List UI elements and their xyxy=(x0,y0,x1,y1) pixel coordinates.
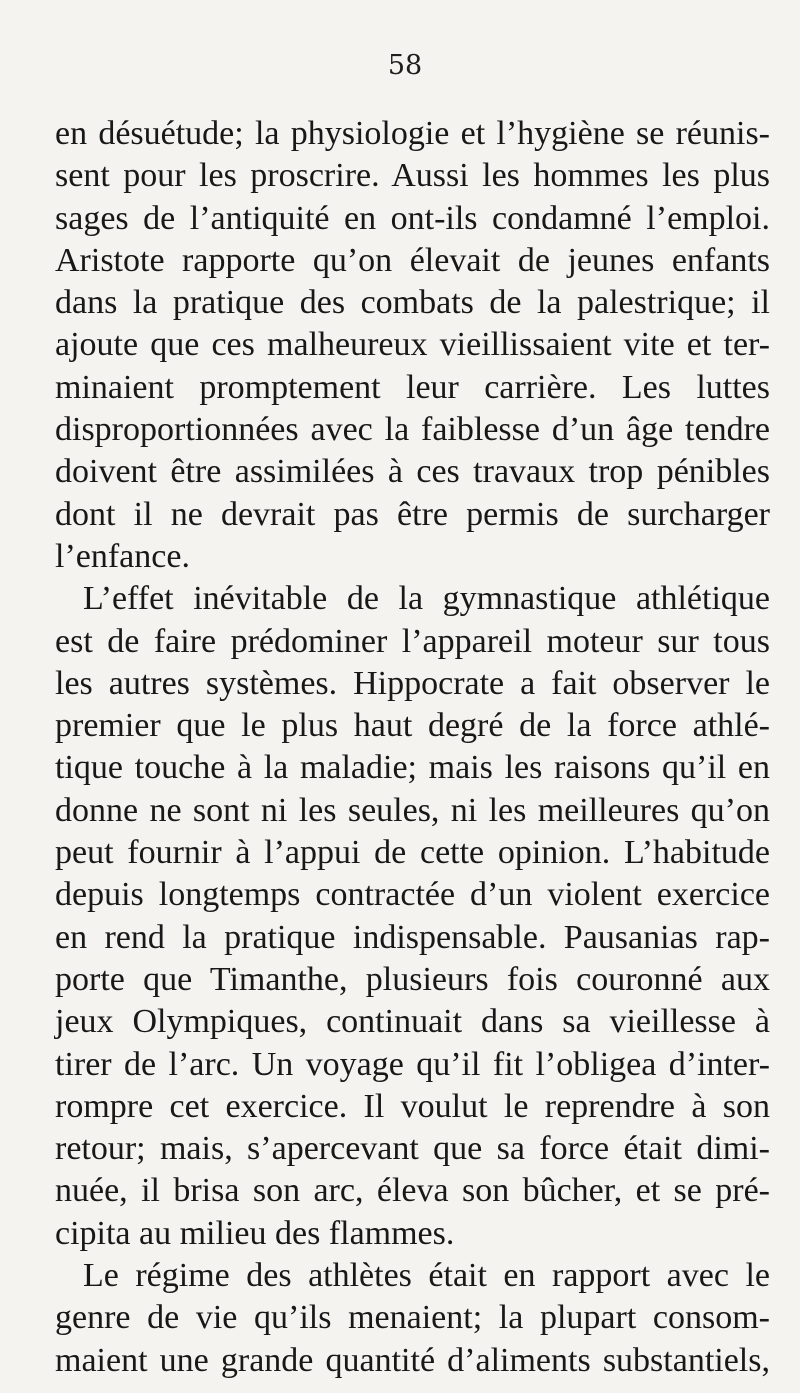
text-line-10: dont il ne devrait pas être permis de surcharger xyxy=(55,495,770,533)
text-line-30: maient une grande quantité d’aliments substantiels, xyxy=(55,1341,770,1379)
text-line-18: peut fournir à l’appui de cette opinion. L’habitude xyxy=(55,834,770,872)
page-number: 58 xyxy=(387,50,423,81)
text-line-27: cipita au milieu des flammes. xyxy=(55,1214,455,1252)
text-line-24: rompre cet exercice. Il voulut le reprendre à son xyxy=(55,1087,770,1125)
text-line-17: donne ne sont ni les seules, ni les meilleures qu’on xyxy=(55,791,770,829)
text-line-16: tique touche à la maladie; mais les raisons qu’il en xyxy=(55,749,770,787)
text-line-8: disproportionnées avec la faiblesse d’un âge tendre xyxy=(55,411,770,449)
text-line-19: depuis longtemps contractée d’un violent exercice xyxy=(55,876,770,914)
text-line-11: l’enfance. xyxy=(55,537,190,575)
text-line-5: dans la pratique des combats de la palestrique; il xyxy=(55,284,770,322)
text-line-7: minaient promptement leur carrière. Les luttes xyxy=(55,368,770,406)
text-line-12: L’effet inévitable de la gymnastique athlétique xyxy=(83,580,770,618)
text-line-29: genre de vie qu’ils menaient; la plupart consom- xyxy=(55,1299,770,1337)
text-line-28: Le régime des athlètes était en rapport avec le xyxy=(83,1257,770,1295)
body-text xyxy=(55,113,770,1382)
text-line-4: Aristote rapporte qu’on élevait de jeunes enfants xyxy=(55,241,770,279)
text-line-22: jeux Olympiques, continuait dans sa vieillesse à xyxy=(55,1003,770,1041)
text-line-13: est de faire prédominer l’appareil moteur sur tous xyxy=(55,622,770,660)
text-line-20: en rend la pratique indispensable. Pausanias rap- xyxy=(55,918,770,956)
text-line-14: les autres systèmes. Hippocrate a fait observer le xyxy=(55,664,770,702)
text-line-21: porte que Timanthe, plusieurs fois couronné aux xyxy=(55,960,770,998)
text-line-1: en désuétude; la physiologie et l’hygiène se réunis- xyxy=(55,115,770,152)
text-line-23: tirer de l’arc. Un voyage qu’il fit l’obligea d’inter- xyxy=(55,1045,770,1083)
text-line-26: nuée, il brisa son arc, éleva son bûcher, et se pré- xyxy=(55,1172,770,1210)
text-line-25: retour; mais, s’apercevant que sa force était dimi- xyxy=(55,1130,770,1168)
text-line-6: ajoute que ces malheureux vieillissaient vite et ter- xyxy=(55,326,770,364)
text-line-3: sages de l’antiquité en ont-ils condamné l’emploi. xyxy=(55,199,770,237)
text-line-15: premier que le plus haut degré de la force athlé- xyxy=(55,707,770,745)
text-line-9: doivent être assimilées à ces travaux trop pénibles xyxy=(55,453,770,491)
text-line-2: sent pour les proscrire. Aussi les hommes les plus xyxy=(55,157,770,195)
